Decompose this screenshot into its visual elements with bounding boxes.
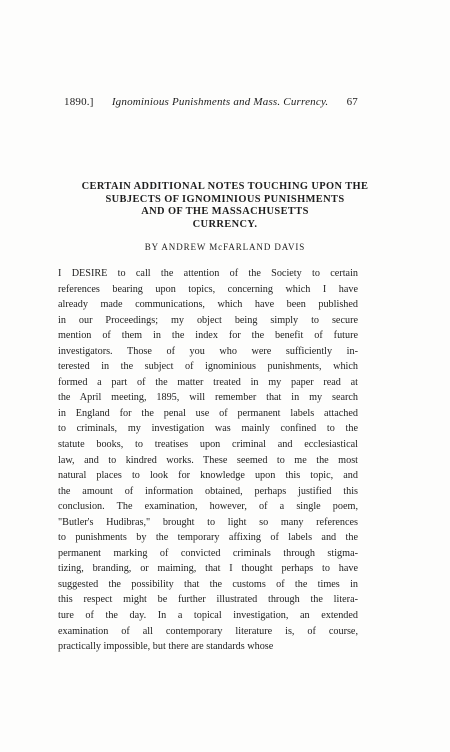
body-line: ture of the day. In a topical investigation, an extended [58, 610, 358, 622]
body-line: the amount of information obtained, perhaps justified this [58, 485, 358, 497]
body-line: references bearing upon topics, concerning which I have [58, 283, 358, 295]
running-head [64, 96, 358, 108]
body-line: law, and to kindred works. These seemed to me the most [58, 454, 358, 466]
body-line: suggested the possibility that the customs of the times in [58, 578, 358, 590]
body-line: conclusion. The examination, however, of a single poem, [58, 501, 358, 513]
body-line: in England for the penal use of permanent labels attached [58, 407, 358, 419]
running-head-title: Ignominious Punishments and Mass. Currency. [111, 96, 329, 108]
body-line: I DESIRE to call the attention of the Society to certain [58, 268, 358, 279]
body-line: tizing, branding, or maiming, that I thought perhaps to have [58, 563, 358, 575]
body-line: permanent marking of convicted criminals through stigma- [58, 547, 358, 559]
title-line: AND OF THE MASSACHUSETTS [141, 206, 309, 218]
page-number: 67 [346, 96, 358, 108]
title-line: CURRENCY. [192, 218, 258, 230]
body-line: formed a part of the matter treated in my paper read at [58, 376, 358, 388]
body-line: natural places to look for knowledge upon this topic, and [58, 470, 358, 482]
author-byline: BY ANDREW McFARLAND DAVIS [144, 242, 306, 252]
body-line: mention of them in the index for the benefit of future [58, 330, 358, 342]
title-line: SUBJECTS OF IGNOMINIOUS PUNISHMENTS [105, 193, 345, 205]
running-head-year: 1890.] [64, 96, 94, 108]
article-body [58, 266, 358, 655]
body-line: examination of all contemporary literature is, of course, [58, 625, 358, 637]
body-line: already made communications, which have been published [58, 299, 358, 311]
body-line: practically impossible, but there are standards whose [58, 641, 274, 653]
body-line: in our Proceedings; my object being simply to secure [58, 314, 358, 326]
body-line: "Butler's Hudibras," brought to light so many references [58, 516, 358, 528]
body-line: to criminals, my investigation was mainly confined to the [58, 423, 358, 435]
article-title [60, 181, 390, 231]
body-line: investigators. Those of you who were sufficiently in- [58, 345, 358, 357]
body-line: the April meeting, 1895, will remember that in my search [58, 392, 358, 404]
body-line: terested in the subject of ignominious punishments, which [58, 361, 358, 373]
title-line: CERTAIN ADDITIONAL NOTES TOUCHING UPON THE [81, 181, 369, 192]
body-line: statute books, to treatises upon criminal and ecclesiastical [58, 439, 358, 451]
body-line: this respect might be further illustrated through the litera- [58, 594, 358, 606]
body-line: to punishments by the temporary affixing of labels and the [58, 532, 358, 544]
